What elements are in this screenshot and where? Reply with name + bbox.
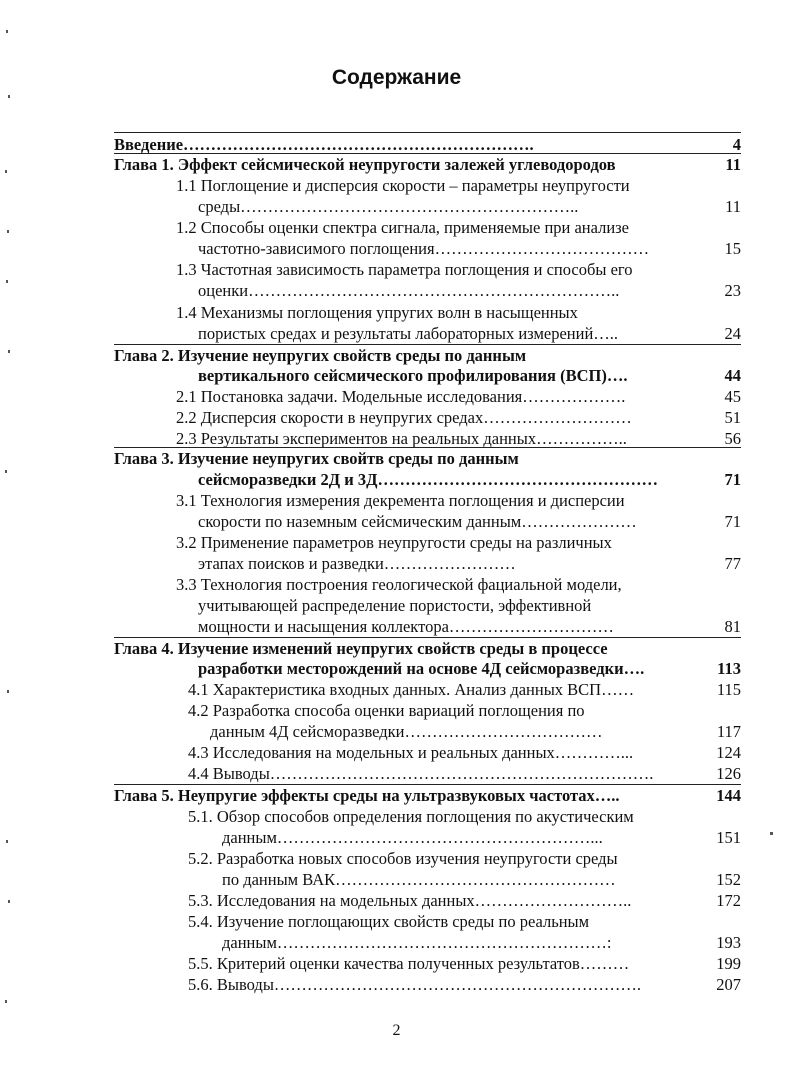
toc-entry-text: 4.2 Разработка способа оценки вариаций поглощения по (188, 701, 585, 720)
toc-entry-text: Введение………………………………………………………. (114, 135, 534, 154)
scan-speck (6, 280, 8, 283)
toc-entry (0, 448, 793, 470)
toc-entry (0, 953, 793, 975)
chapter-divider (114, 344, 741, 345)
toc-entry-page: 113 (717, 659, 741, 678)
scan-speck (6, 840, 8, 843)
toc-entry (0, 386, 793, 408)
toc-entry-text: сейсморазведки 2Д и 3Д…………………………………………… (198, 470, 658, 489)
toc-entry-text: 3.1 Технология измерения декремента поглощения и дисперсии (176, 491, 625, 510)
toc-entry-text: среды…………………………………………………….. (198, 197, 579, 216)
toc-entry-text: частотно-зависимого поглощения………………………………… (198, 239, 650, 258)
toc-entry-page: 23 (724, 281, 741, 300)
toc-entry (0, 302, 793, 324)
toc-entry (0, 658, 793, 680)
toc-entry-page: 45 (724, 387, 741, 406)
toc-entry-text: 1.3 Частотная зависимость параметра поглощения и способы его (176, 260, 633, 279)
toc-entry-page: 56 (724, 429, 741, 448)
toc-entry (0, 638, 793, 660)
toc-entry (0, 323, 793, 345)
toc-entry (0, 616, 793, 638)
toc-entry-page: 4 (732, 135, 741, 154)
toc-entry-text: 1.4 Механизмы поглощения упругих волн в насыщенных (176, 303, 578, 322)
toc-entry (0, 742, 793, 764)
toc-entry-text: 2.3 Результаты экспериментов на реальных данных…………….. (176, 429, 627, 448)
scan-speck (6, 30, 8, 33)
toc-entry (0, 490, 793, 512)
toc-entry-text: учитывающей распределение пористости, эффективной (198, 596, 592, 615)
chapter-divider (114, 784, 741, 785)
toc-entry (0, 196, 793, 218)
toc-entry (0, 763, 793, 785)
toc-entry-page: 151 (716, 828, 741, 847)
toc-entry-page: 15 (724, 239, 741, 258)
toc-entry (0, 890, 793, 912)
toc-entry-text: вертикального сейсмического профилирования (ВСП)…. (198, 366, 628, 385)
toc-entry-page: 144 (716, 786, 741, 805)
toc-entry (0, 238, 793, 260)
toc-entry (0, 154, 793, 176)
scan-speck (770, 832, 773, 835)
toc-entry-page: 81 (724, 617, 741, 636)
toc-entry-text: 5.3. Исследования на модельных данных……………………….. (188, 891, 632, 910)
toc-entry-text: этапах поисков и разведки…………………… (198, 554, 516, 573)
scan-speck (5, 470, 7, 473)
toc-entry-text: 5.5. Критерий оценки качества полученных результатов……… (188, 954, 630, 973)
toc-entry-page: 44 (724, 366, 741, 385)
scan-speck (7, 690, 9, 693)
toc-entry-page: 172 (716, 891, 741, 910)
toc-entry-text: 1.1 Поглощение и дисперсия скорости – параметры неупругости (176, 176, 630, 195)
toc-entry-page: 11 (725, 155, 741, 174)
toc-entry-text: мощности и насыщения коллектора………………………… (198, 617, 614, 636)
toc-entry-text: 1.2 Способы оценки спектра сигнала, применяемые при анализе (176, 218, 630, 237)
toc-entry (0, 932, 793, 954)
toc-entry-text: 5.4. Изучение поглощающих свойств среды по реальным (188, 912, 590, 931)
toc-entry (0, 595, 793, 617)
toc-entry (0, 407, 793, 429)
toc-entry-text: данным……………………………………………………: (222, 933, 612, 952)
toc-entry-text: разработки месторождений на основе 4Д сейсморазведки…. (198, 659, 645, 678)
toc-entry-page: 71 (724, 512, 741, 531)
scan-speck (7, 230, 9, 233)
toc-entry-text: Глава 2. Изучение неупругих свойств среды по данным (114, 346, 527, 365)
toc-entry (0, 806, 793, 828)
toc-entry-page: 207 (716, 975, 741, 994)
toc-entry-text: 5.1. Обзор способов определения поглощения по акустическим (188, 807, 634, 826)
toc-entry-text: Глава 5. Неупругие эффекты среды на ультразвуковых частотах….. (114, 786, 620, 805)
toc-entry-page: 124 (716, 743, 741, 762)
toc-entry (0, 974, 793, 996)
scan-speck (5, 170, 7, 173)
toc-entry-text: скорости по наземным сейсмическим данным………………… (198, 512, 637, 531)
toc-entry (0, 511, 793, 533)
toc-entry (0, 679, 793, 701)
toc-entry (0, 848, 793, 870)
toc-entry (0, 175, 793, 197)
toc-entry (0, 721, 793, 743)
scan-speck (8, 95, 10, 98)
toc-entry (0, 827, 793, 849)
chapter-divider (114, 447, 741, 448)
toc-entry-text: по данным ВАК…………………………………………… (222, 870, 616, 889)
toc-entry-page: 24 (724, 324, 741, 343)
toc-entry-page: 193 (716, 933, 741, 952)
toc-entry (0, 345, 793, 367)
toc-entry-text: 5.2. Разработка новых способов изучения неупругости среды (188, 849, 618, 868)
toc-entry-text: 2.1 Постановка задачи. Модельные исследования………………. (176, 387, 626, 406)
toc-entry (0, 217, 793, 239)
toc-entry (0, 700, 793, 722)
toc-entry (0, 469, 793, 491)
toc-entry-text: 3.3 Технология построения геологической фациальной модели, (176, 575, 622, 594)
toc-entry-page: 199 (716, 954, 741, 973)
toc-entry-page: 117 (716, 722, 741, 741)
chapter-divider (114, 637, 741, 638)
toc-entry (0, 532, 793, 554)
scan-speck (8, 350, 10, 353)
toc-entry (0, 280, 793, 302)
toc-entry-text: Глава 3. Изучение неупругих свойтв среды по данным (114, 449, 519, 468)
toc-entry-text: Глава 4. Изучение изменений неупругих свойств среды в процессе (114, 639, 608, 658)
toc-entry (0, 574, 793, 596)
toc-entry (0, 365, 793, 387)
chapter-divider (114, 132, 741, 133)
toc-entry (0, 911, 793, 933)
scan-speck (5, 1000, 7, 1003)
toc-entry-text: 3.2 Применение параметров неупругости среды на различных (176, 533, 612, 552)
toc-entry-text: 4.1 Характеристика входных данных. Анализ данных ВСП…… (188, 680, 635, 699)
toc-entry-text: 4.3 Исследования на модельных и реальных данных…………... (188, 743, 634, 762)
page-number: 2 (392, 1022, 401, 1039)
toc-entry-page: 126 (716, 764, 741, 783)
toc-entry (0, 259, 793, 281)
page-title: Содержание (331, 66, 462, 89)
toc-entry-page: 115 (716, 680, 741, 699)
toc-entry-text: данным…………………………………………………... (222, 828, 603, 847)
toc-entry-page: 11 (725, 197, 741, 216)
toc-entry (0, 869, 793, 891)
toc-entry (0, 785, 793, 807)
toc-entry-text: оценки………………………………………………………….. (198, 281, 620, 300)
toc-entry-text: Глава 1. Эффект сейсмической неупругости залежей углеводородов (114, 155, 616, 174)
toc-entry-text: данным 4Д сейсморазведки……………………………… (210, 722, 603, 741)
toc-entry-text: пористых средах и результаты лабораторных измерений….. (198, 324, 619, 343)
chapter-divider (114, 153, 741, 154)
toc-entry-text: 2.2 Дисперсия скорости в неупругих средах……………………… (176, 408, 632, 427)
toc-entry-text: 5.6. Выводы…………………………………………………………. (188, 975, 642, 994)
toc-entry (0, 553, 793, 575)
toc-entry-page: 51 (724, 408, 741, 427)
toc-entry-page: 152 (716, 870, 741, 889)
toc-entry-page: 71 (724, 470, 741, 489)
toc-entry-text: 4.4 Выводы……………………………………………………………. (188, 764, 654, 783)
scan-speck (8, 900, 10, 903)
toc-entry-page: 77 (724, 554, 741, 573)
